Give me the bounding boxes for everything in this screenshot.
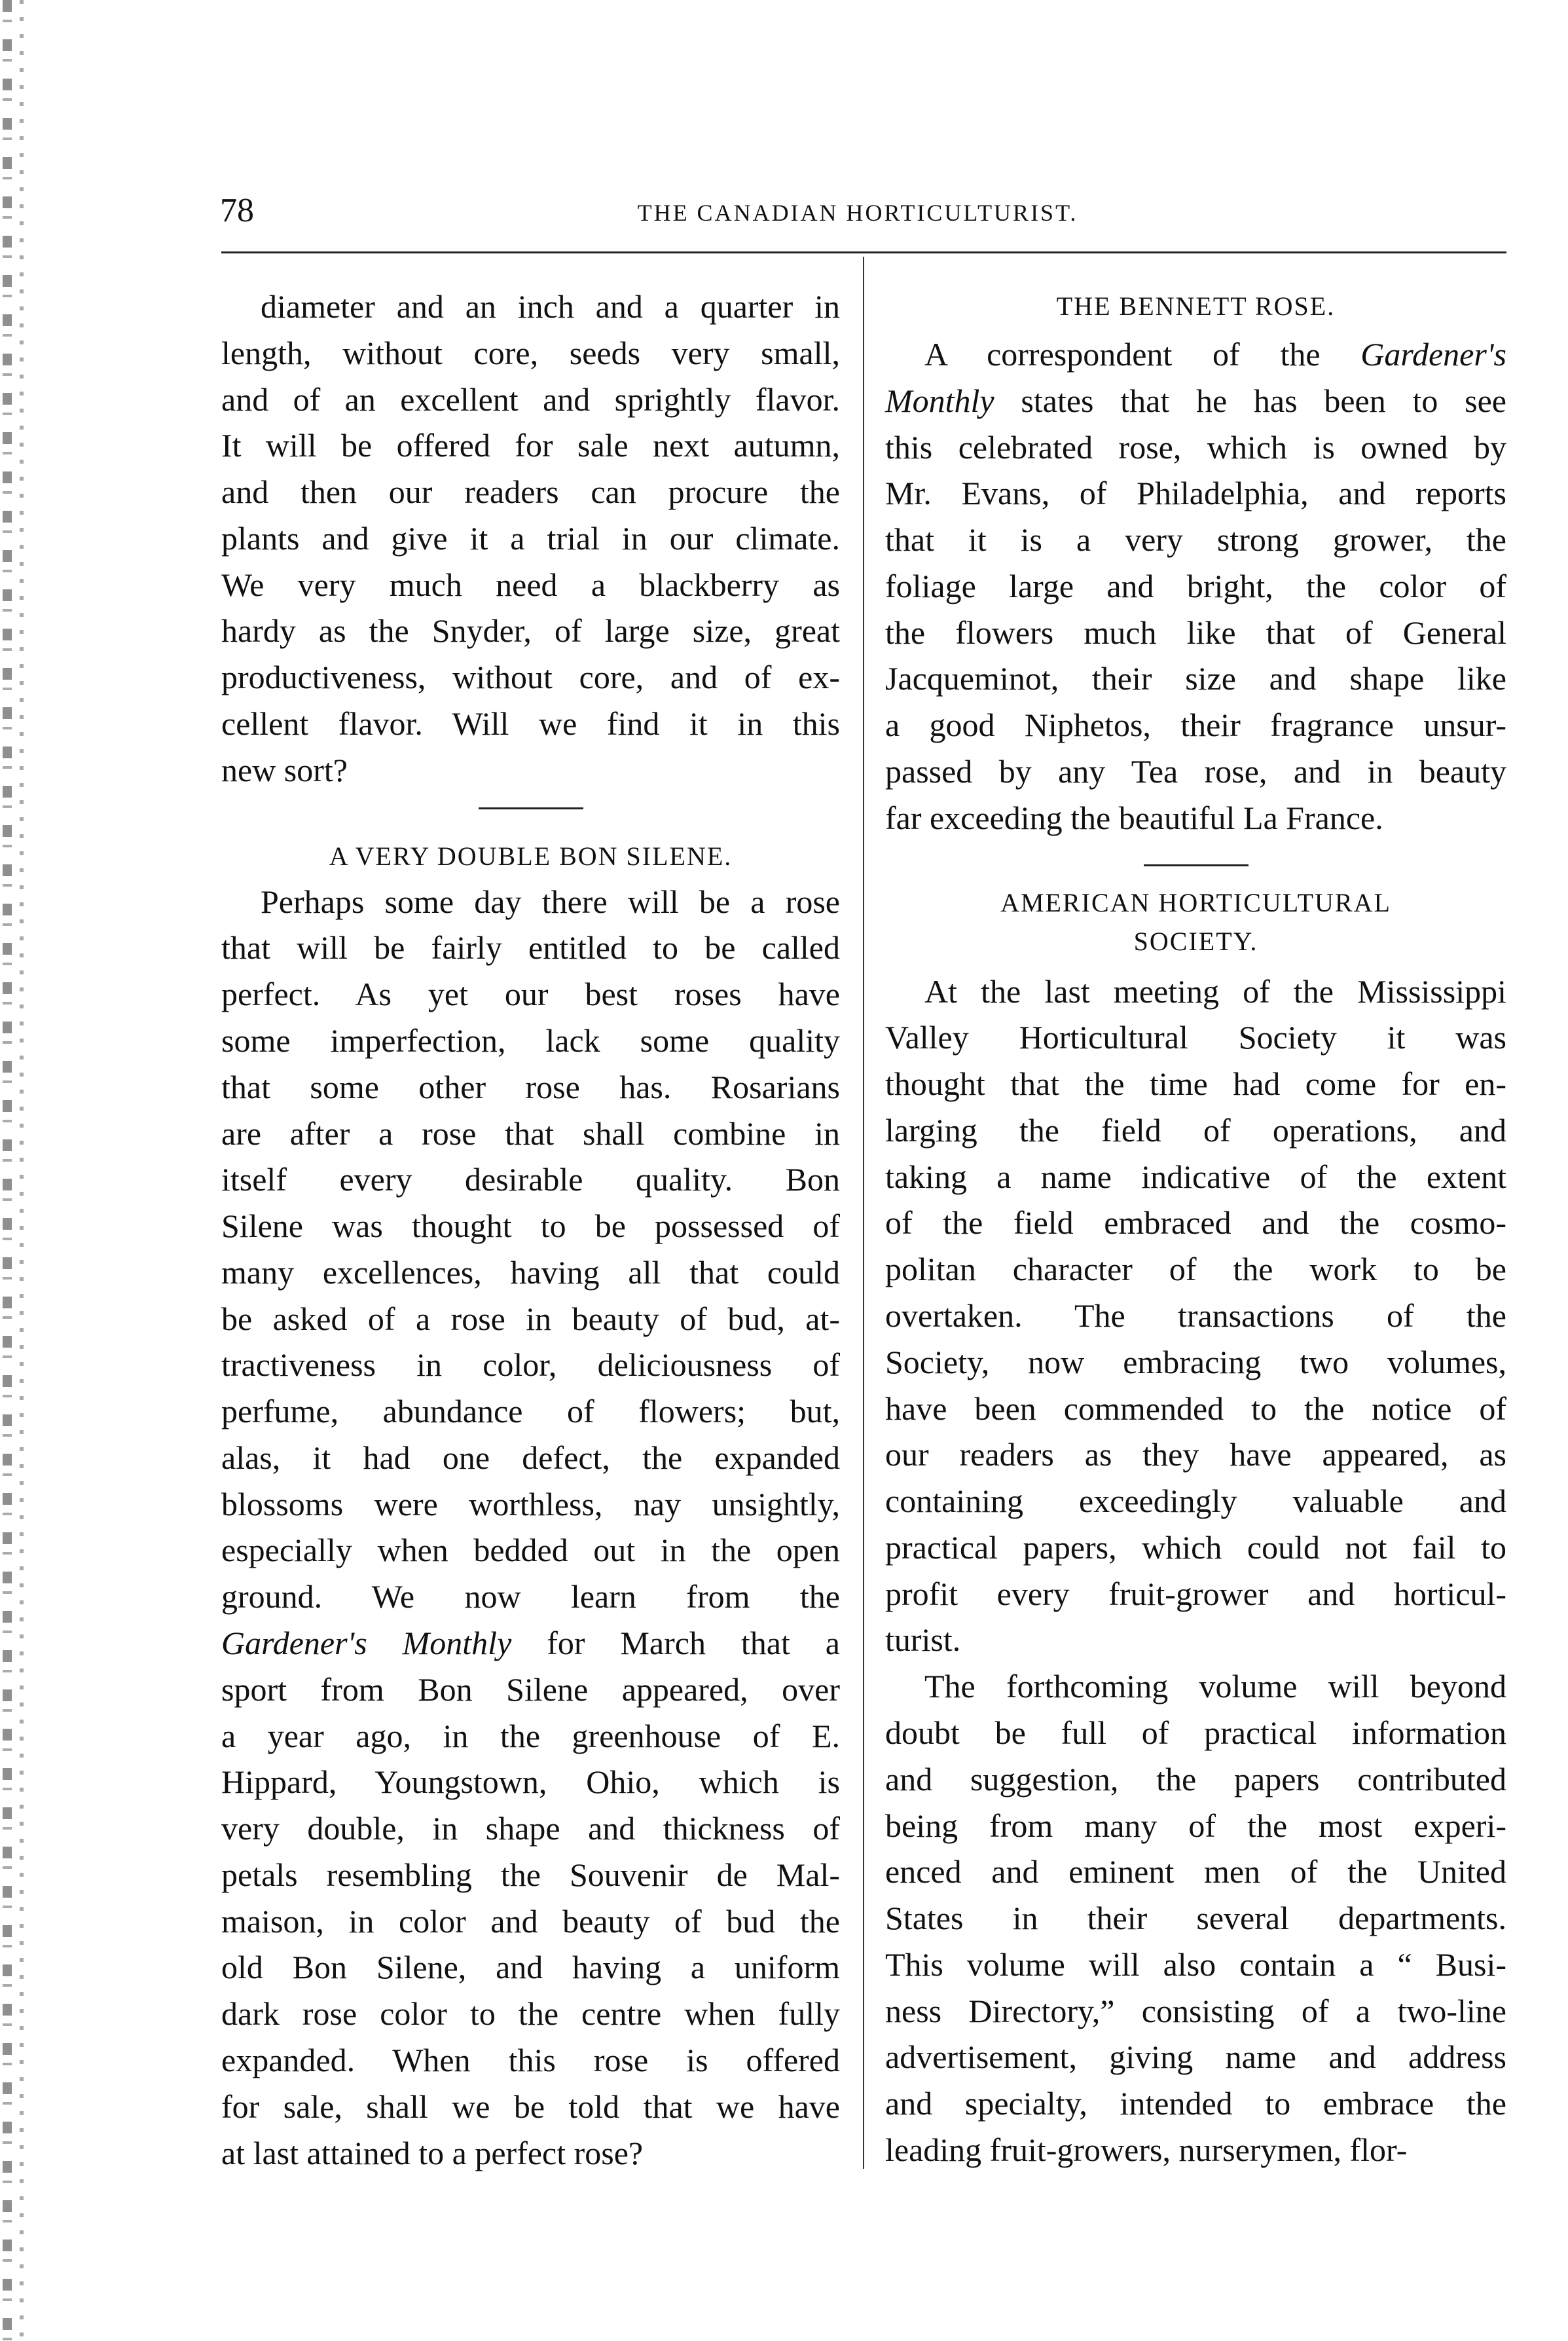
text-line: that will be fairly entitled to be called xyxy=(221,929,840,966)
text-line: productiveness, without core, and of ex- xyxy=(221,659,840,695)
text-line: are after a rose that shall combine in xyxy=(221,1115,840,1152)
text-line: and specialty, intended to embrace the xyxy=(885,2085,1506,2122)
text-line: advertisement, giving name and address xyxy=(885,2038,1506,2075)
text-line: dark rose color to the centre when fully xyxy=(221,1995,840,2032)
text-line xyxy=(221,1620,840,1666)
text-line: far exceeding the beautiful La France. xyxy=(885,800,1383,836)
text-line: Hippard, Youngstown, Ohio, which is xyxy=(221,1763,840,1800)
text-line: new sort? xyxy=(221,752,348,788)
text-line: this celebrated rose, which is owned by xyxy=(885,429,1506,466)
text-line: length, without core, seeds very small, xyxy=(221,335,840,371)
page-number: 78 xyxy=(220,192,254,229)
text-line xyxy=(885,331,1506,377)
section-heading: AMERICAN HORTICULTURAL xyxy=(1000,888,1391,917)
text-line: Jacqueminot, their size and shape like xyxy=(885,660,1506,697)
text-line: ness Directory,” consisting of a two-line xyxy=(885,1993,1506,2029)
text-line xyxy=(885,378,1506,424)
text-line: that it is a very strong grower, the xyxy=(885,521,1506,558)
text-line: perfume, abundance of flowers; but, xyxy=(221,1393,840,1429)
text-line: and then our readers can procure the xyxy=(221,473,840,510)
text-line: be asked of a rose in beauty of bud, at- xyxy=(221,1300,840,1337)
text-line: a year ago, in the greenhouse of E. xyxy=(221,1718,840,1754)
text-segment: for March that a xyxy=(511,1625,840,1661)
text-line: perfect. As yet our best roses have xyxy=(221,976,840,1012)
text-line: ground. We now learn from the xyxy=(221,1578,840,1615)
italic-title: Gardener's Monthly xyxy=(221,1625,512,1661)
text-line: passed by any Tea rose, and in beauty xyxy=(885,753,1506,790)
text-line: foliage large and bright, the color of xyxy=(885,568,1506,604)
section-heading: SOCIETY. xyxy=(1133,927,1258,956)
text-line: thought that the time had come for en- xyxy=(885,1065,1506,1102)
italic-title: Gardener's xyxy=(1360,336,1506,373)
text-line: Society, now embracing two volumes, xyxy=(885,1344,1506,1380)
text-line: The forthcoming volume will beyond xyxy=(924,1668,1506,1705)
text-line: tractiveness in color, deliciousness of xyxy=(221,1346,840,1383)
text-line: Mr. Evans, of Philadelphia, and reports xyxy=(885,475,1506,511)
header-rule xyxy=(221,251,1506,253)
text-line: of the field embraced and the cosmo- xyxy=(885,1204,1506,1241)
text-line: petals resembling the Souvenir de Mal- xyxy=(221,1856,840,1893)
text-line: our readers as they have appeared, as xyxy=(885,1436,1506,1473)
text-line: and suggestion, the papers contributed xyxy=(885,1761,1506,1797)
text-line: a good Niphetos, their fragrance unsur- xyxy=(885,707,1506,743)
scan-margin-marks xyxy=(3,0,29,2341)
text-line: some imperfection, lack some quality xyxy=(221,1022,840,1059)
text-line: Perhaps some day there will be a rose xyxy=(261,883,840,920)
text-line: practical papers, which could not fail to xyxy=(885,1529,1506,1566)
text-line: containing exceedingly valuable and xyxy=(885,1483,1506,1519)
running-title: THE CANADIAN HORTICULTURIST. xyxy=(637,200,1078,226)
text-line: enced and eminent men of the United xyxy=(885,1853,1506,1890)
text-line: alas, it had one defect, the expanded xyxy=(221,1439,840,1476)
text-line: especially when bedded out in the open xyxy=(221,1532,840,1568)
text-line: that some other rose has. Rosarians xyxy=(221,1069,840,1105)
text-line: being from many of the most experi- xyxy=(885,1807,1506,1844)
text-line: taking a name indicative of the extent xyxy=(885,1158,1506,1195)
text-line: cellent flavor. Will we find it in this xyxy=(221,705,840,742)
text-segment: A correspondent of the xyxy=(924,336,1361,373)
text-line: profit every fruit-grower and horticul- xyxy=(885,1576,1506,1612)
text-line: doubt be full of practical information xyxy=(885,1714,1506,1751)
section-heading: A VERY DOUBLE BON SILENE. xyxy=(329,841,733,871)
italic-title: Monthly xyxy=(885,382,994,419)
text-line: States in their several departments. xyxy=(885,1900,1506,1936)
text-line: very double, in shape and thickness of xyxy=(221,1810,840,1847)
text-line: politan character of the work to be xyxy=(885,1251,1506,1287)
text-line: the flowers much like that of General xyxy=(885,614,1506,651)
column-divider xyxy=(863,257,864,2169)
text-segment: states that he has been to see xyxy=(994,382,1506,419)
text-line: larging the field of operations, and xyxy=(885,1112,1506,1149)
text-line: blossoms were worthless, nay unsightly, xyxy=(221,1486,840,1522)
section-rule xyxy=(479,807,583,809)
text-line: have been commended to the notice of xyxy=(885,1390,1506,1427)
text-line: itself every desirable quality. Bon xyxy=(221,1161,840,1198)
text-line: hardy as the Snyder, of large size, great xyxy=(221,612,840,649)
text-line: Silene was thought to be possessed of xyxy=(221,1207,840,1244)
section-heading: THE BENNETT ROSE. xyxy=(1056,291,1336,321)
text-line: This volume will also contain a “ Busi- xyxy=(885,1946,1506,1983)
text-line: overtaken. The transactions of the xyxy=(885,1297,1506,1334)
text-line: expanded. When this rose is offered xyxy=(221,2042,840,2078)
text-line: old Bon Silene, and having a uniform xyxy=(221,1949,840,1985)
scan-margin-marks xyxy=(20,0,24,2341)
text-line: turist. xyxy=(885,1621,961,1658)
text-line: plants and give it a trial in our climate. xyxy=(221,520,840,557)
text-line: leading fruit-growers, nurserymen, flor- xyxy=(885,2131,1408,2168)
text-line: At the last meeting of the Mississippi xyxy=(924,973,1506,1010)
text-line: at last attained to a perfect rose? xyxy=(221,2135,644,2171)
text-line: maison, in color and beauty of bud the xyxy=(221,1903,840,1940)
text-line: for sale, shall we be told that we have xyxy=(221,2088,840,2125)
text-line: diameter and an inch and a quarter in xyxy=(261,288,840,325)
text-line: Valley Horticultural Society it was xyxy=(885,1019,1506,1056)
text-line: It will be offered for sale next autumn, xyxy=(221,427,840,464)
section-rule xyxy=(1144,864,1249,866)
text-line: We very much need a blackberry as xyxy=(221,566,840,603)
text-line: sport from Bon Silene appeared, over xyxy=(221,1671,840,1708)
text-line: many excellences, having all that could xyxy=(221,1254,840,1291)
text-line: and of an excellent and sprightly flavor. xyxy=(221,381,840,418)
